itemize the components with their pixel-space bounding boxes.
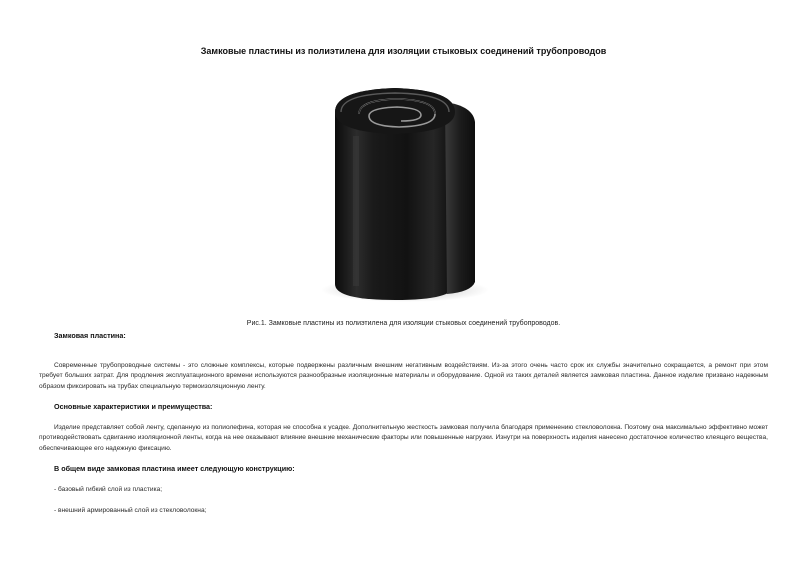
section-heading-lock-plate: Замковая пластина: bbox=[54, 331, 126, 340]
figure-caption: Рис.1. Замковые пластины из полиэтилена для изоляции стыковых соединений трубопроводов. bbox=[246, 320, 561, 327]
list-item: - базовый гибкий слой из пластика; bbox=[54, 486, 163, 493]
section-heading-characteristics: Основные характеристики и преимущества: bbox=[54, 402, 213, 411]
page-title: Замковые пластины из полиэтилена для изоляции стыковых соединений трубопроводов bbox=[200, 46, 607, 56]
rolled-sheet-icon bbox=[319, 78, 492, 304]
paragraph-intro: Современные трубопроводные системы - это сложные комплексы, которые подвержены различным внешним негативным воздействиям. Из-за этого очень часто срок их службы значительно сокращается, а ремонт при этом требует больших затрат. Для продления эксплуатационного времени используются разнообразные изоляционные материалы и оборудование. Одной из таких деталей является замковая пластина. Данное изделие призвано надежным образом фиксировать на трубах специальную термоизоляционную ленту. bbox=[39, 362, 768, 390]
product-photo bbox=[319, 78, 492, 304]
section-heading-construction: В общем виде замковая пластина имеет следующую конструкцию: bbox=[54, 464, 295, 473]
paragraph-characteristics: Изделие представляет собой ленту, сделанную из полиолефина, которая не способна к усадке. Дополнительную жесткость замковая получила благодаря применению стекловолокна. Поэтому она максимально эффективно может противодействовать сдвиганию изоляционной ленты, когда на нее оказывают влияние внешние механические факторы или повышенные нагрузки. Изнутри на поверхность изделия нанесено достаточное количество клеящего вещества, обеспечивающее его надежную фиксацию. bbox=[39, 424, 768, 452]
list-item: - внешний армированный слой из стекловолокна; bbox=[54, 507, 207, 514]
